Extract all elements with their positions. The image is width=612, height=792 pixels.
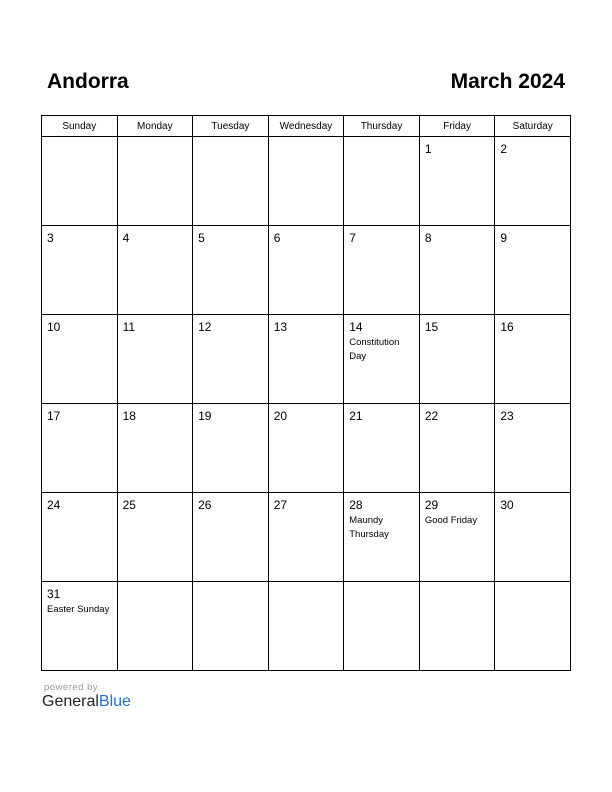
day-number: 28 bbox=[349, 498, 363, 512]
calendar-day-cell[interactable] bbox=[193, 137, 269, 226]
calendar-day-cell[interactable] bbox=[117, 582, 193, 671]
holiday-label: Maundy Thursday bbox=[349, 515, 389, 540]
weekday-header-row bbox=[42, 116, 571, 137]
calendar-day-cell[interactable] bbox=[268, 315, 344, 404]
calendar-day-cell[interactable] bbox=[42, 137, 118, 226]
weekday-header: Wednesday bbox=[268, 116, 344, 137]
brand-general: General bbox=[42, 693, 99, 710]
weekday-header: Tuesday bbox=[193, 116, 269, 137]
holiday-label: Easter Sunday bbox=[47, 604, 110, 615]
day-number: 8 bbox=[424, 231, 432, 245]
weekday-header: Thursday bbox=[344, 116, 420, 137]
calendar-day-cell[interactable] bbox=[495, 226, 571, 315]
calendar-day-cell[interactable] bbox=[344, 493, 420, 582]
day-number: 29 bbox=[424, 498, 439, 512]
day-number: 13 bbox=[273, 320, 288, 334]
calendar-day-cell[interactable] bbox=[193, 404, 269, 493]
day-number: 3 bbox=[47, 231, 54, 245]
calendar-day-cell[interactable] bbox=[419, 137, 495, 226]
day-number: 24 bbox=[47, 498, 61, 512]
calendar-day-cell[interactable] bbox=[495, 582, 571, 671]
calendar-day-cell[interactable] bbox=[495, 493, 571, 582]
day-number: 14 bbox=[349, 320, 363, 334]
brand-logo[interactable] bbox=[42, 693, 131, 711]
calendar-day-cell[interactable] bbox=[117, 493, 193, 582]
calendar-day-cell[interactable] bbox=[117, 315, 193, 404]
day-number: 6 bbox=[273, 231, 281, 245]
weekday-header: Saturday bbox=[495, 116, 571, 137]
calendar-day-cell[interactable] bbox=[419, 493, 495, 582]
day-number: 12 bbox=[198, 320, 212, 334]
day-number: 21 bbox=[349, 409, 363, 423]
calendar-week-row bbox=[42, 404, 571, 493]
calendar-week-row bbox=[42, 226, 571, 315]
month-title: March 2024 bbox=[450, 70, 565, 93]
calendar-day-cell[interactable] bbox=[344, 315, 420, 404]
calendar-day-cell[interactable] bbox=[268, 582, 344, 671]
calendar-day-cell[interactable] bbox=[268, 226, 344, 315]
weekday-header: Friday bbox=[419, 116, 495, 137]
calendar-body bbox=[42, 137, 571, 671]
day-number: 10 bbox=[47, 320, 61, 334]
calendar-grid bbox=[41, 115, 571, 671]
day-number: 2 bbox=[500, 142, 508, 156]
calendar-day-cell[interactable] bbox=[419, 226, 495, 315]
calendar-day-cell[interactable] bbox=[495, 404, 571, 493]
calendar-day-cell[interactable] bbox=[344, 404, 420, 493]
calendar-day-cell[interactable] bbox=[268, 493, 344, 582]
calendar-day-cell[interactable] bbox=[268, 137, 344, 226]
calendar-day-cell[interactable] bbox=[42, 493, 118, 582]
day-number: 31 bbox=[47, 587, 61, 601]
calendar-day-cell[interactable] bbox=[268, 404, 344, 493]
calendar-day-cell[interactable] bbox=[42, 226, 118, 315]
calendar-day-cell[interactable] bbox=[42, 315, 118, 404]
day-number: 22 bbox=[424, 409, 439, 423]
weekday-header: Sunday bbox=[42, 116, 118, 137]
calendar-day-cell[interactable] bbox=[419, 582, 495, 671]
day-number: 1 bbox=[424, 142, 432, 156]
day-number: 7 bbox=[349, 231, 356, 245]
day-number: 5 bbox=[198, 231, 205, 245]
powered-by-text: powered by bbox=[44, 682, 99, 693]
calendar-day-cell[interactable] bbox=[193, 582, 269, 671]
day-number: 15 bbox=[424, 320, 439, 334]
brand-blue: Blue bbox=[98, 693, 131, 710]
calendar-day-cell[interactable] bbox=[42, 582, 118, 671]
day-number: 23 bbox=[500, 409, 514, 423]
day-number: 20 bbox=[273, 409, 288, 423]
holiday-label: Constitution Day bbox=[349, 337, 400, 362]
calendar-day-cell[interactable] bbox=[193, 493, 269, 582]
calendar-day-cell[interactable] bbox=[344, 137, 420, 226]
day-number: 11 bbox=[122, 320, 136, 334]
calendar-day-cell[interactable] bbox=[117, 226, 193, 315]
calendar-day-cell[interactable] bbox=[419, 315, 495, 404]
day-number: 25 bbox=[122, 498, 136, 512]
calendar-day-cell[interactable] bbox=[419, 404, 495, 493]
country-title: Andorra bbox=[47, 70, 129, 93]
day-number: 16 bbox=[500, 320, 514, 334]
calendar-day-cell[interactable] bbox=[193, 226, 269, 315]
calendar-week-row bbox=[42, 315, 571, 404]
day-number: 19 bbox=[198, 409, 212, 423]
day-number: 17 bbox=[47, 409, 61, 423]
calendar-day-cell[interactable] bbox=[495, 137, 571, 226]
day-number: 26 bbox=[198, 498, 212, 512]
calendar-week-row bbox=[42, 137, 571, 226]
day-number: 9 bbox=[500, 231, 508, 245]
day-number: 27 bbox=[273, 498, 288, 512]
day-number: 4 bbox=[122, 231, 130, 245]
weekday-header: Monday bbox=[117, 116, 193, 137]
calendar-day-cell[interactable] bbox=[117, 404, 193, 493]
calendar-day-cell[interactable] bbox=[117, 137, 193, 226]
holiday-label: Good Friday bbox=[424, 515, 478, 526]
calendar-week-row bbox=[42, 493, 571, 582]
calendar-day-cell[interactable] bbox=[193, 315, 269, 404]
day-number: 30 bbox=[500, 498, 514, 512]
calendar-day-cell[interactable] bbox=[344, 226, 420, 315]
day-number: 18 bbox=[122, 409, 136, 423]
calendar-day-cell[interactable] bbox=[42, 404, 118, 493]
calendar-week-row bbox=[42, 582, 571, 671]
calendar-day-cell[interactable] bbox=[495, 315, 571, 404]
calendar-day-cell[interactable] bbox=[344, 582, 420, 671]
